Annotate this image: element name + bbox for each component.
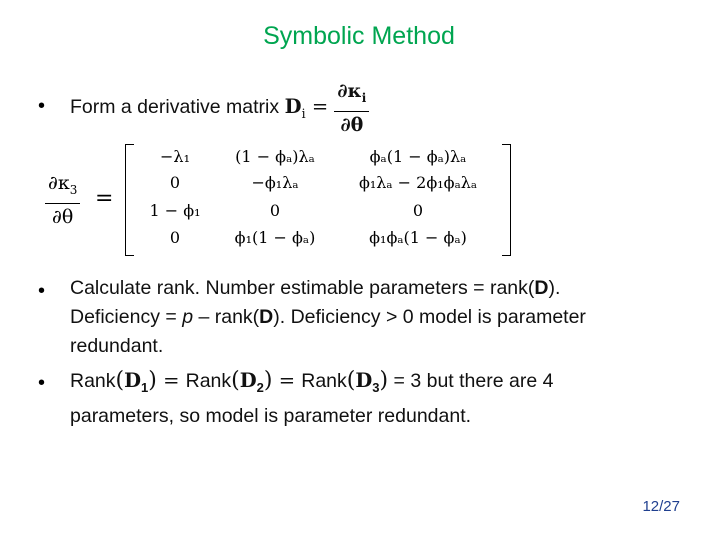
d-subscript: i — [301, 106, 306, 122]
bullet-calculate-rank — [70, 274, 670, 361]
d-symbol: D — [284, 95, 302, 119]
bullet-3-line-2: parameters, so model is parameter redundant. — [70, 404, 472, 427]
matrix-right-bracket — [502, 144, 511, 256]
bullet-3-line-1: $Rank(D_1)$ = $Rank(D_2)$ = $Rank(D_3) = 3$ but there are 4 — [70, 368, 554, 395]
matrix-cell-r1c3: ϕₐ(1 − ϕₐ)λₐ — [369, 147, 467, 166]
bullet-2-line-1: Calculate rank. Number estimable parameters = rank(D). — [70, 277, 561, 299]
bullet-2-line-3: redundant. — [70, 335, 164, 357]
matrix-cell-r4c3: ϕ₁ϕₐ(1 − ϕₐ) — [369, 228, 467, 247]
matrix-equals: = — [95, 186, 114, 211]
matrix-cell-r1c2: (1 − ϕₐ)λₐ — [235, 147, 315, 166]
matrix-cell-r2c1: 0 — [169, 173, 181, 192]
bullet-marker: • — [38, 280, 46, 302]
matrix-cell-r3c1: 1 − ϕ₁ — [149, 201, 201, 220]
fraction-numerator: $\partial\kappa_i$ — [334, 78, 369, 112]
bullet-derivative-matrix — [70, 78, 670, 139]
bullet-2-line-2: Deficiency = p – rank(D). Deficiency > 0 model is parameter — [70, 306, 586, 328]
matrix-cell-r3c3: 0 — [412, 201, 424, 220]
derivative-fraction — [334, 78, 369, 138]
equals-sign: = — [305, 95, 335, 119]
matrix-label-fraction: $\frac{\partial\kappa_3}{\partial\theta}$ — [45, 170, 80, 230]
bullet-1-text: Form a derivative matrix — [70, 96, 285, 119]
bullet-marker: • — [38, 95, 46, 117]
slide-title: Symbolic Method — [263, 22, 455, 50]
matrix-cell-r3c2: 0 — [269, 201, 281, 220]
matrix-cell-r4c2: ϕ₁(1 − ϕₐ) — [234, 228, 316, 247]
matrix-cell-r2c2: −ϕ₁λₐ — [251, 173, 299, 192]
page-number: 12/27 — [642, 498, 680, 515]
matrix-label — [45, 170, 80, 230]
matrix-cell-r4c1: 0 — [169, 228, 181, 247]
matrix-cell-r2c3: ϕ₁λₐ − 2ϕ₁ϕₐλₐ — [358, 173, 478, 192]
matrix-left-bracket — [125, 144, 134, 256]
matrix-cell-r1c1: −λ₁ — [160, 147, 190, 166]
fraction-denominator: ∂θ — [340, 113, 364, 136]
bullet-rank-equality — [70, 366, 670, 431]
bullet-marker: • — [38, 372, 46, 394]
